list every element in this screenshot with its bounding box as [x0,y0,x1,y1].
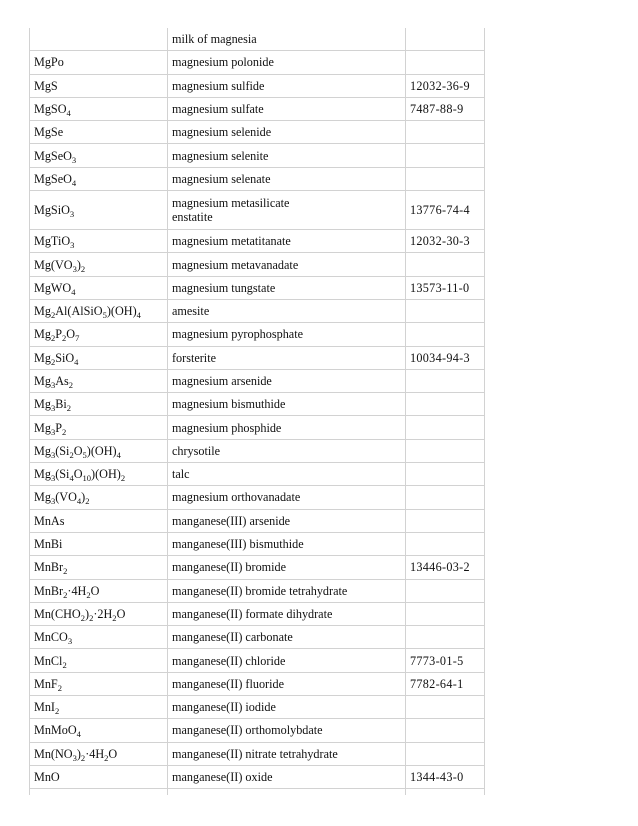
table-row [30,74,485,97]
table-row [30,51,485,74]
cas-number-cell: 12032-36-9 [406,74,485,97]
compound-name: manganese(II) chloride [172,653,286,668]
table-row [30,28,485,51]
compound-name: manganese(II) carbonate [172,630,293,645]
formula-cell: MnMoO$_4$ [30,719,168,742]
compound-name: manganese(III) arsenide [172,513,291,528]
compound-name: magnesium selenide [172,125,272,140]
compound-name: talc [172,467,190,482]
compound-name-cell [168,463,406,486]
compound-name-cell [168,369,406,392]
table-row [30,765,485,788]
compound-name-cell [168,719,406,742]
formula-cell: MgSeO$_3$ [30,144,168,167]
compound-name: magnesium polonide [172,55,274,70]
cas-number-cell [406,253,485,276]
compound-table-body [30,28,485,795]
formula-cell: $Mg_2Al(AlSiO_5)(OH)_4$ [30,299,168,322]
table-row [30,299,485,322]
table-row [30,253,485,276]
compound-name: magnesium sulfate [172,102,264,117]
cas-number-cell [406,416,485,439]
compound-name-cell [168,416,406,439]
table-row [30,579,485,602]
empty-cell [30,789,168,796]
table-row [30,144,485,167]
compound-name: manganese(II) nitrate tetrahydrate [172,746,338,761]
cas-number-cell: 7773-01-5 [406,649,485,672]
cas-number-cell [406,28,485,51]
compound-name: manganese(II) formate dihydrate [172,606,333,621]
compound-name-cell [168,602,406,625]
compound-name-cell [168,509,406,532]
cas-number-cell: 7782-64-1 [406,672,485,695]
compound-name: magnesium pyrophosphate [172,327,303,342]
formula-cell: MnI$_2$ [30,696,168,719]
formula-cell: MnAs [30,509,168,532]
compound-name: manganese(III) bismuthide [172,537,304,552]
table-row [30,191,485,230]
cas-number-cell: 13446-03-2 [406,556,485,579]
compound-name-cell [168,191,406,230]
compound-name: magnesium tungstate [172,280,276,295]
compound-name-cell [168,144,406,167]
compound-name: magnesium metavanadate [172,257,299,272]
compound-name-cell [168,167,406,190]
compound-name: magnesium orthovanadate [172,490,301,505]
formula-cell [30,28,168,51]
compound-name: magnesium metatitanate [172,234,291,249]
compound-name-cell [168,439,406,462]
empty-cell [168,789,406,796]
formula-cell: MnBi [30,532,168,555]
compound-name: chrysotile [172,443,221,458]
table-row [30,602,485,625]
cas-number-cell [406,439,485,462]
compound-name: forsterite [172,350,216,365]
cas-number-cell: 13573-11-0 [406,276,485,299]
formula-cell: MgSe [30,121,168,144]
compound-name: amesite [172,304,210,319]
cas-number-cell: 1344-43-0 [406,765,485,788]
cas-number-cell [406,486,485,509]
table-row [30,556,485,579]
table-row [30,346,485,369]
table-row [30,369,485,392]
compound-name-cell [168,28,406,51]
compound-name: magnesium selenate [172,171,271,186]
compound-name-cell [168,230,406,253]
compound-name-cell [168,74,406,97]
formula-cell: $Mg(VO_3)_2$ [30,253,168,276]
table-row [30,672,485,695]
cas-number-cell [406,299,485,322]
compound-name-cell [168,556,406,579]
compound-name-cell [168,299,406,322]
formula-cell: $Mg_2P_2O_7$ [30,323,168,346]
formula-cell: $MnBr_2\cdot 4H_2O$ [30,579,168,602]
formula-cell: $Mg_3(Si_2O_5)(OH)_4$ [30,439,168,462]
compound-name-cell [168,532,406,555]
cas-number-cell [406,51,485,74]
cas-number-cell [406,532,485,555]
cas-number-cell: 13776-74-4 [406,191,485,230]
formula-cell: $Mg_3(Si_4O_{10})(OH)_2$ [30,463,168,486]
cas-number-cell [406,393,485,416]
compound-name-cell [168,486,406,509]
cas-number-cell [406,719,485,742]
formula-cell: MgPo [30,51,168,74]
formula-cell: MgTiO$_3$ [30,230,168,253]
table-row [30,742,485,765]
table-row [30,393,485,416]
compound-name: manganese(II) fluoride [172,676,285,691]
cas-number-cell [406,323,485,346]
compound-name: magnesium metasilicate [172,196,290,211]
formula-cell: MgWO$_4$ [30,276,168,299]
compound-name-cell [168,97,406,120]
table-row [30,719,485,742]
compound-name: magnesium phosphide [172,420,282,435]
formula-cell: $Mg_3As_2$ [30,369,168,392]
cas-number-cell: 7487-88-9 [406,97,485,120]
compound-name: manganese(II) iodide [172,700,276,715]
compound-name-cell [168,276,406,299]
table-row [30,276,485,299]
compound-name: manganese(II) bromide [172,560,287,575]
table-row [30,439,485,462]
compound-name: magnesium bismuthide [172,397,286,412]
table-row [30,167,485,190]
formula-cell: $Mn(NO_3)_2\cdot 4H_2O$ [30,742,168,765]
formula-cell: MgSO$_4$ [30,97,168,120]
compound-name: magnesium selenite [172,148,269,163]
table-row [30,532,485,555]
formula-cell: MgSiO$_3$ [30,191,168,230]
compound-name-cell [168,323,406,346]
cas-number-cell [406,121,485,144]
cas-number-cell [406,696,485,719]
table-row [30,626,485,649]
compound-name-cell [168,696,406,719]
compound-name: magnesium sulfide [172,78,265,93]
compound-name-cell [168,51,406,74]
compound-name-cell [168,393,406,416]
cas-number-cell: 10034-94-3 [406,346,485,369]
compound-name: milk of magnesia [172,32,257,47]
formula-cell: $Mg_3P_2$ [30,416,168,439]
table-row-empty [30,789,485,796]
cas-number-cell [406,167,485,190]
compound-name: manganese(II) bromide tetrahydrate [172,583,348,598]
compound-name-cell [168,626,406,649]
compound-name-cell [168,765,406,788]
formula-cell: $Mg_3(VO_4)_2$ [30,486,168,509]
cas-number-cell [406,602,485,625]
table-row [30,416,485,439]
formula-cell: MgSeO$_4$ [30,167,168,190]
formula-cell: MnBr$_2$ [30,556,168,579]
compound-name-cell [168,579,406,602]
formula-cell: MgS [30,74,168,97]
empty-cell [406,789,485,796]
compound-table [29,28,485,795]
compound-name-cell [168,346,406,369]
table-row [30,121,485,144]
compound-name-cell [168,742,406,765]
cas-number-cell [406,369,485,392]
formula-cell: MnCl$_2$ [30,649,168,672]
cas-number-cell [406,626,485,649]
cas-number-cell: 12032-30-3 [406,230,485,253]
table-row [30,323,485,346]
compound-name-cell [168,672,406,695]
formula-cell: $Mg_2SiO_4$ [30,346,168,369]
table-row [30,696,485,719]
formula-cell: MnF$_2$ [30,672,168,695]
compound-name-cell [168,253,406,276]
table-row [30,463,485,486]
table-row [30,509,485,532]
table-row [30,230,485,253]
formula-cell: $Mg_3Bi_2$ [30,393,168,416]
compound-name: magnesium arsenide [172,374,272,388]
cas-number-cell [406,463,485,486]
formula-cell: $Mn(CHO_2)_2\cdot 2H_2O$ [30,602,168,625]
cas-number-cell [406,742,485,765]
table-row [30,649,485,672]
compound-name-cell [168,121,406,144]
compound-name-cell [168,649,406,672]
cas-number-cell [406,579,485,602]
cas-number-cell [406,144,485,167]
compound-name: manganese(II) oxide [172,770,273,785]
formula-cell: MnO [30,765,168,788]
cas-number-cell [406,509,485,532]
table-row [30,97,485,120]
compound-alt-name: enstatite [172,210,213,225]
formula-cell: MnCO$_3$ [30,626,168,649]
table-row [30,486,485,509]
compound-name: manganese(II) orthomolybdate [172,723,323,738]
